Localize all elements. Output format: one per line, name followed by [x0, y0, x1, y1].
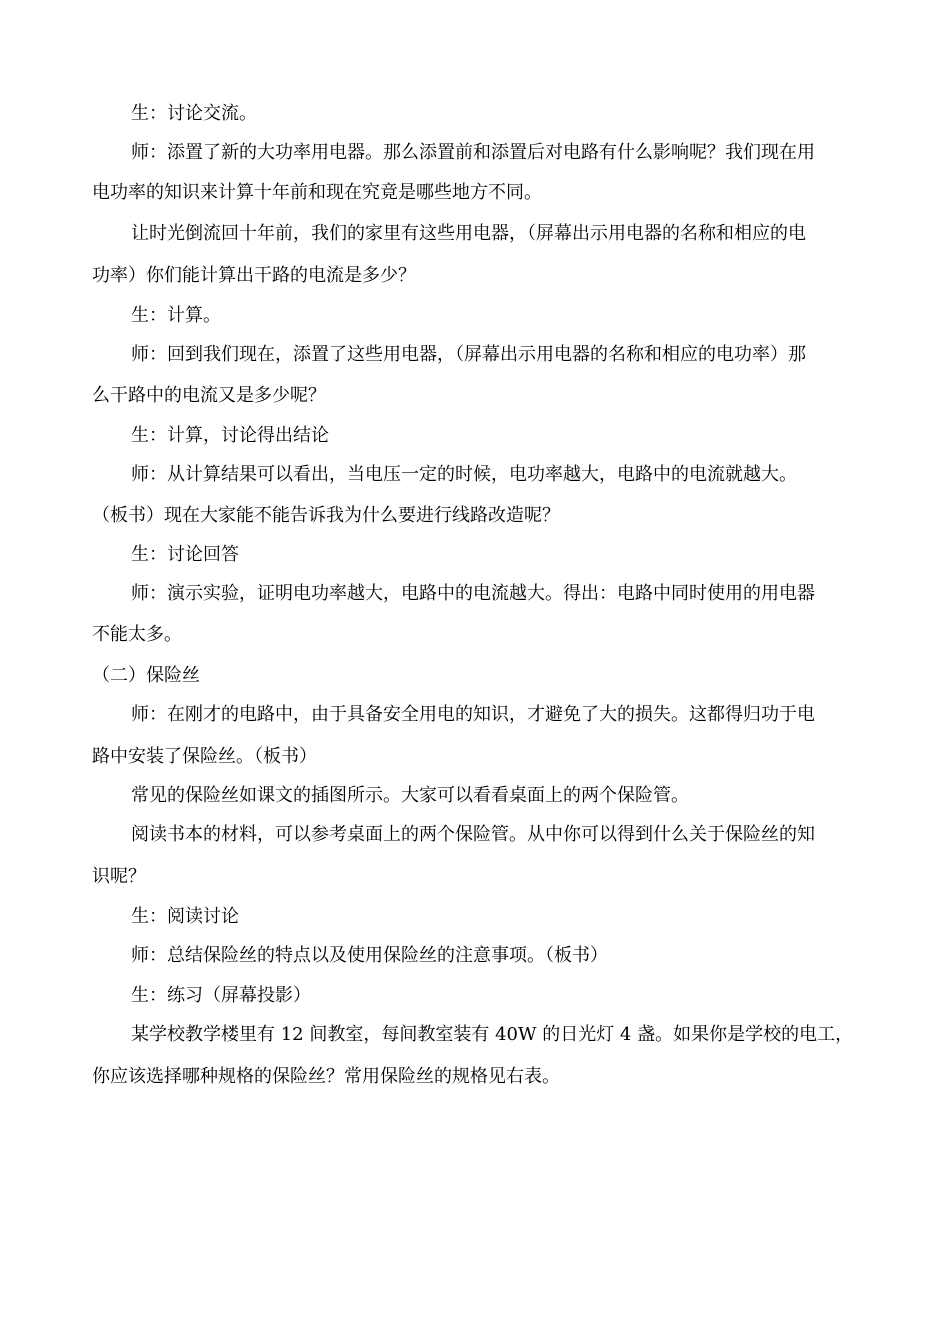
- paragraph-line: 师：在刚才的电路中，由于具备安全用电的知识，才避免了大的损失。这都得归功于电: [131, 704, 815, 725]
- paragraph-line: 生：阅读讨论: [131, 906, 239, 927]
- paragraph-line: 师：从计算结果可以看出，当电压一定的时候，电功率越大，电路中的电流就越大。: [131, 464, 797, 485]
- paragraph-line: 生：讨论回答: [131, 544, 239, 565]
- paragraph-line: 不能太多。: [92, 624, 182, 645]
- paragraph-line: 你应该选择哪种规格的保险丝？常用保险丝的规格见右表。: [92, 1066, 560, 1087]
- paragraph-line: 生：计算。: [131, 305, 221, 326]
- paragraph-line: （板书）现在大家能不能告诉我为什么要进行线路改造呢？: [92, 505, 560, 526]
- section-heading: （二）保险丝: [92, 665, 200, 686]
- paragraph-line: 师：回到我们现在，添置了这些用电器，（屏幕出示用电器的名称和相应的电功率）那: [131, 344, 806, 365]
- paragraph-line: 让时光倒流回十年前，我们的家里有这些用电器，（屏幕出示用电器的名称和相应的电: [131, 223, 806, 244]
- paragraph-line: 电功率的知识来计算十年前和现在究竟是哪些地方不同。: [92, 182, 542, 203]
- paragraph-line: 师：演示实验，证明电功率越大，电路中的电流越大。得出：电路中同时使用的用电器: [131, 583, 815, 604]
- paragraph-line: 生：计算，讨论得出结论: [131, 425, 329, 446]
- paragraph-line: 阅读书本的材料，可以参考桌面上的两个保险管。从中你可以得到什么关于保险丝的知: [131, 824, 815, 845]
- paragraph-line: 路中安装了保险丝。（板书）: [92, 746, 317, 767]
- paragraph-line: 某学校教学楼里有 12 间教室，每间教室装有 40W 的日光灯 4 盏。如果你是学校的电工，: [131, 1024, 854, 1045]
- paragraph-line: 常见的保险丝如课文的插图所示。大家可以看看桌面上的两个保险管。: [131, 785, 689, 806]
- paragraph-line: 生：练习（屏幕投影）: [131, 985, 311, 1006]
- paragraph-line: 功率）你们能计算出干路的电流是多少？: [92, 265, 416, 286]
- paragraph-line: 识呢？: [92, 866, 146, 887]
- paragraph-line: 师：添置了新的大功率用电器。那么添置前和添置后对电路有什么影响呢？我们现在用: [131, 142, 815, 163]
- paragraph-line: 么干路中的电流又是多少呢？: [92, 385, 326, 406]
- paragraph-line: 生：讨论交流。: [131, 103, 257, 124]
- paragraph-line: 师：总结保险丝的特点以及使用保险丝的注意事项。（板书）: [131, 945, 608, 966]
